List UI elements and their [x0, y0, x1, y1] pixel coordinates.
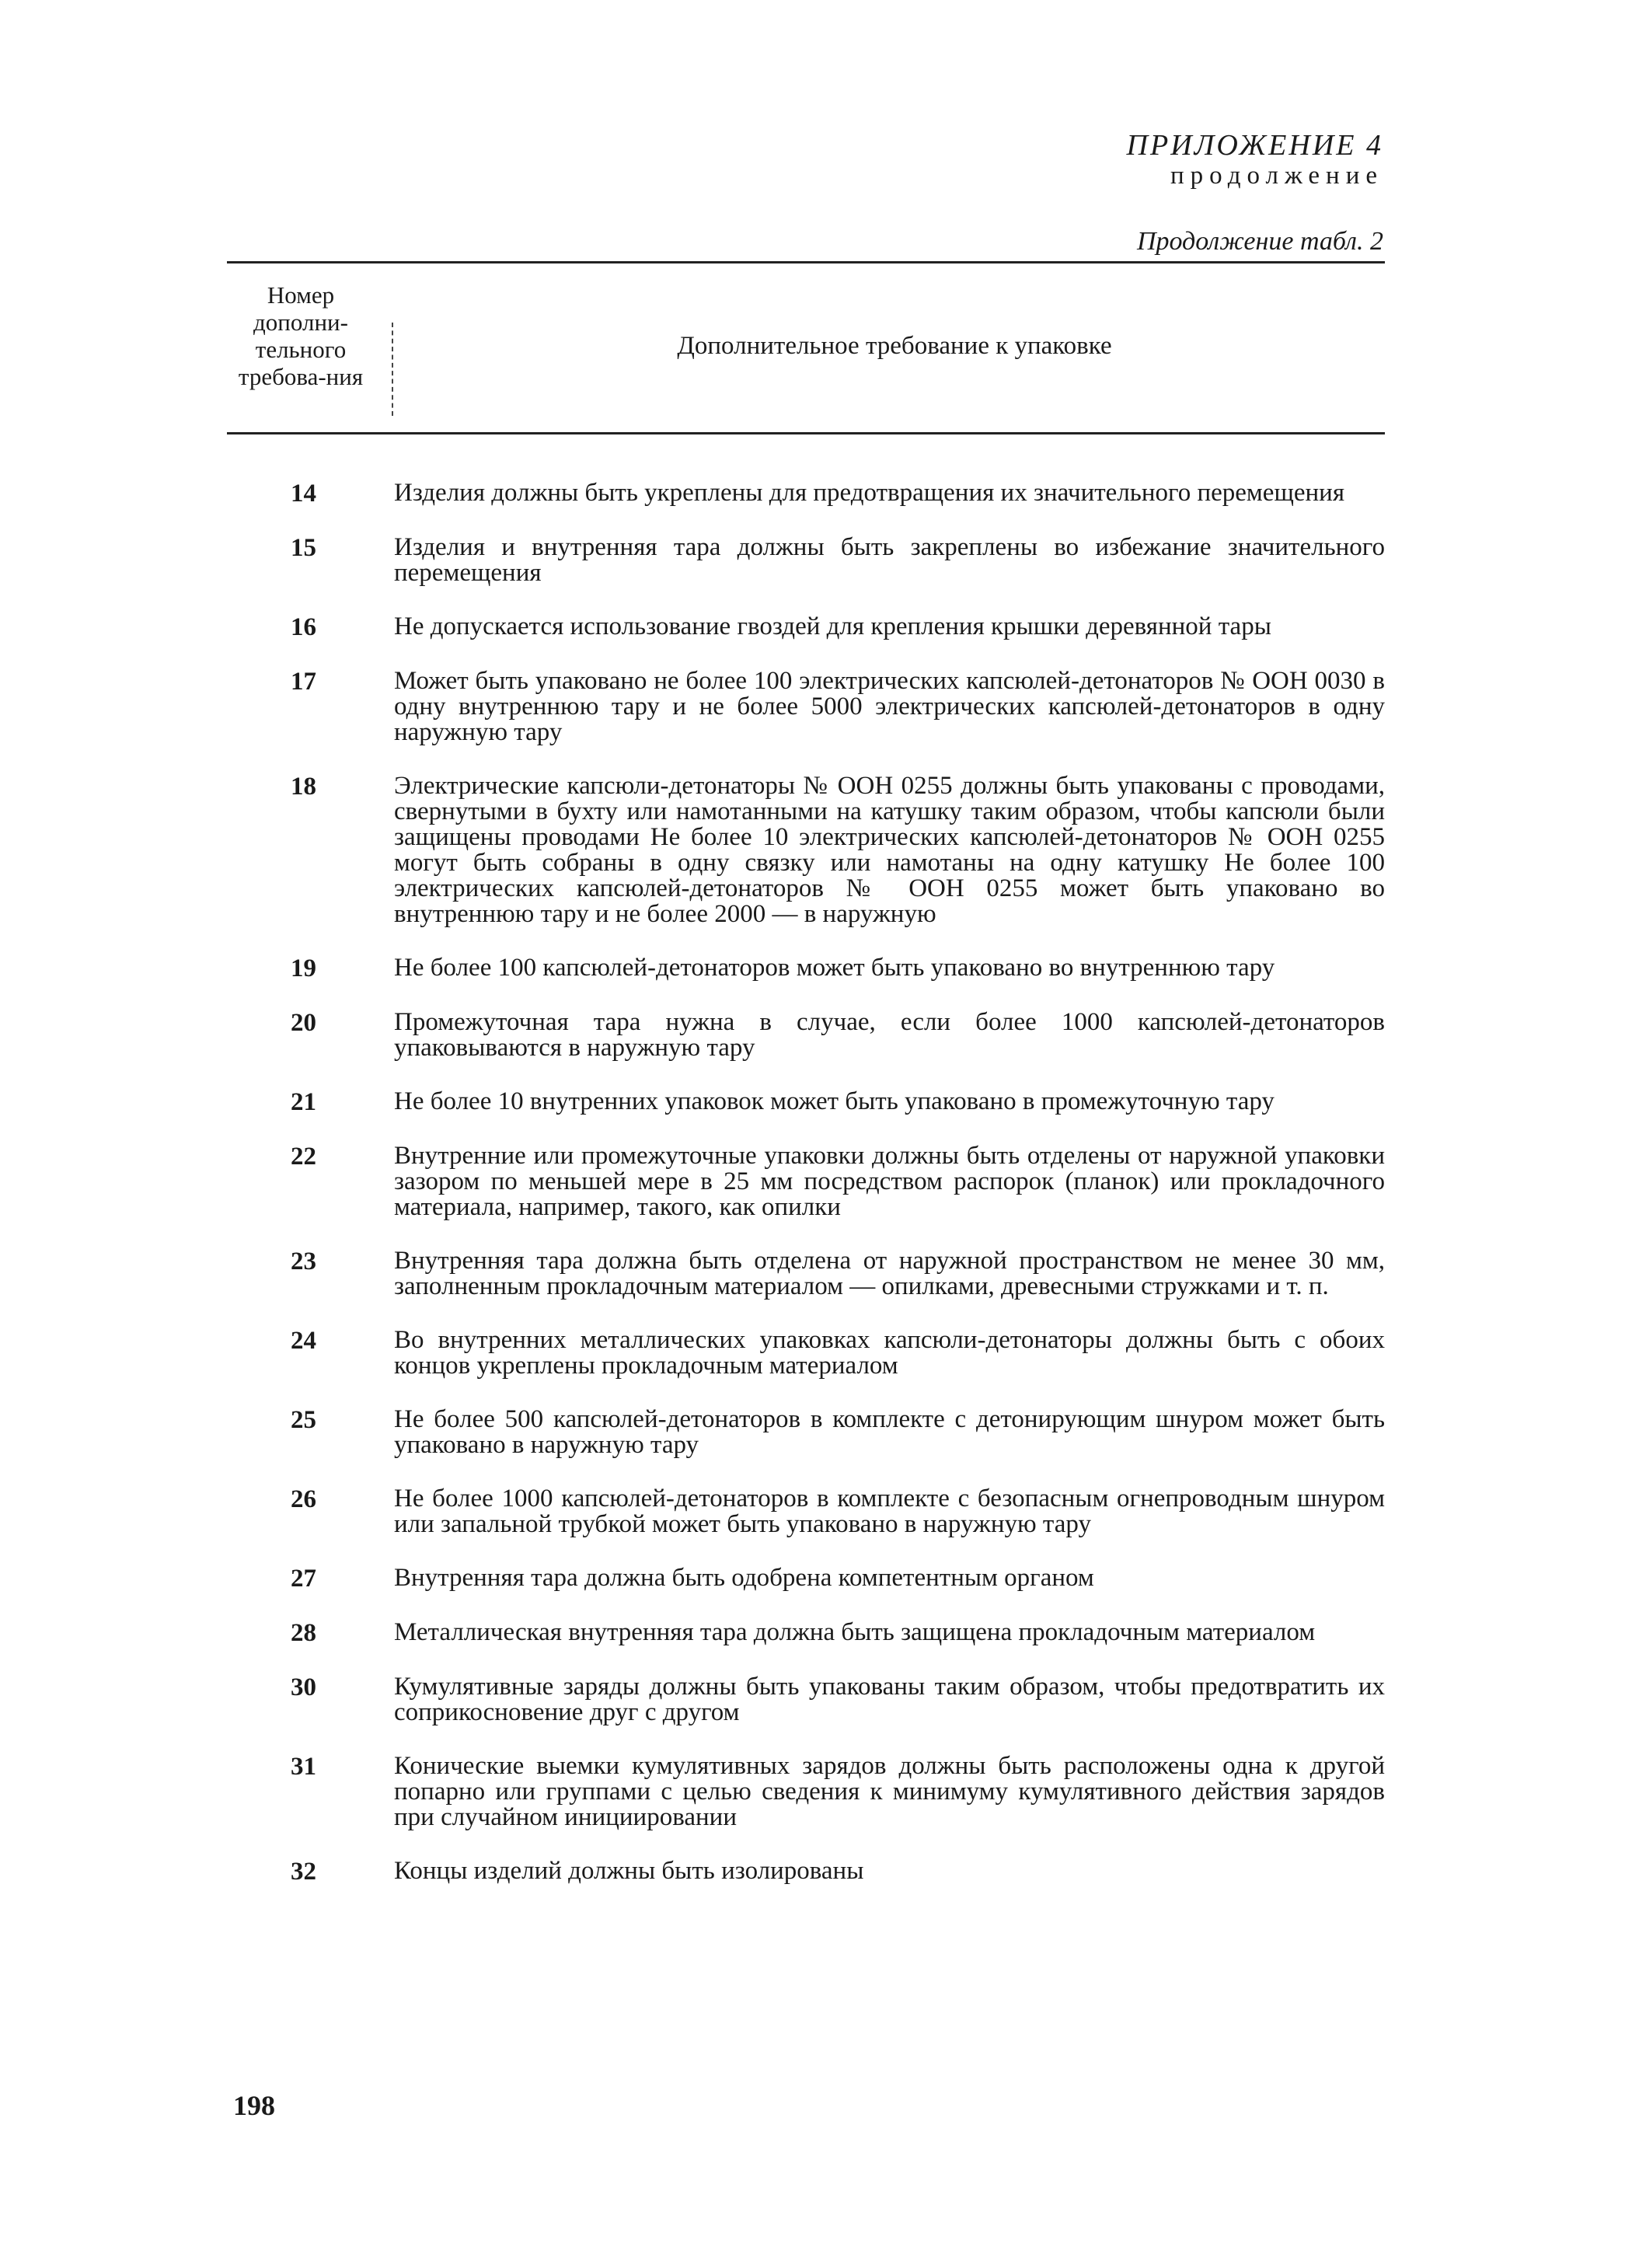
appendix-continuation: продолжение — [1170, 162, 1383, 190]
requirement-text: Концы изделий должны быть изолированы — [394, 1857, 864, 1885]
requirement-number: 28 — [291, 1619, 316, 1647]
requirement-text: Внутренняя тара должна быть отделена от наружной пространством не менее 30 мм, заполненным прокладочным материалом — опилками, древесными стружками и т. п. — [394, 1247, 1385, 1300]
requirement-number: 30 — [291, 1673, 316, 1701]
requirement-text: Металлическая внутренняя тара должна быть защищена прокладочным материалом — [394, 1618, 1316, 1646]
table-row — [227, 1674, 1385, 1725]
table-row — [227, 1486, 1385, 1537]
requirement-text: Внутренние или промежуточные упаковки должны быть отделены от наружной упаковки зазором по меньшей мере в 25 мм посредством распорок (планок) или прокладочного материала, например, такого, как опилки — [394, 1142, 1385, 1221]
requirement-number: 27 — [291, 1565, 316, 1593]
table-body — [227, 480, 1385, 1913]
requirement-number: 14 — [291, 480, 316, 508]
table-row — [227, 1143, 1385, 1220]
appendix-title: ПРИЛОЖЕНИЕ 4 — [1126, 129, 1383, 162]
requirement-text: Не более 100 капсюлей-детонаторов может быть упаковано во внутреннюю тару — [394, 954, 1275, 982]
table-row — [227, 955, 1385, 982]
table-row — [227, 1248, 1385, 1300]
requirement-number: 20 — [291, 1009, 316, 1037]
requirement-text: Конические выемки кумулятивных зарядов должны быть расположены одна к другой попарно или группами с целью сведения к минимуму кумулятивного действия зарядов при случайном инициировании — [394, 1752, 1385, 1831]
requirement-text: Не более 1000 капсюлей-детонаторов в комплекте с безопасным огнепроводным шнуром или запальной трубкой может быть упаковано в наружную тару — [394, 1485, 1385, 1538]
requirement-text: Изделия должны быть укреплены для предотвращения их значительного перемещения — [394, 479, 1344, 507]
requirement-text: Не допускается использование гвоздей для крепления крышки деревянной тары — [394, 612, 1271, 640]
requirement-number: 16 — [291, 613, 316, 641]
requirement-text: Кумулятивные заряды должны быть упакованы таким образом, чтобы предотвратить их соприкосновение друг с другом — [394, 1673, 1385, 1726]
requirement-text: Электрические капсюли-детонаторы № ООН 0255 должны быть упакованы с проводами, свернутыми в бухту или намотанными на катушку таким образом, чтобы капсюли были защищены проводами Не более 10 электрических капсюлей-детонаторов № ООН 0255 могут быть собраны в одну связку или намотаны на одну катушку Не более 100 электрических капсюлей-детонаторов № ООН 0255 может быть упаковано во внутреннюю тару и не более 2000 — в наружную — [394, 772, 1385, 928]
requirement-number: 24 — [291, 1327, 316, 1355]
requirement-number: 17 — [291, 668, 316, 696]
table-row — [227, 480, 1385, 507]
table-row — [227, 1010, 1385, 1061]
requirement-text: Не более 10 внутренних упаковок может быть упаковано в промежуточную тару — [394, 1087, 1275, 1115]
table-row — [227, 1328, 1385, 1379]
table-row — [227, 535, 1385, 586]
requirement-number: 31 — [291, 1753, 316, 1781]
requirement-text: Во внутренних металлических упаковках капсюли-детонаторы должны быть с обоих концов укреплены прокладочным материалом — [394, 1326, 1385, 1380]
requirement-number: 22 — [291, 1143, 316, 1171]
table-row — [227, 614, 1385, 640]
table-row — [227, 668, 1385, 745]
requirement-number: 23 — [291, 1247, 316, 1275]
requirement-text: Может быть упаковано не более 100 электрических капсюлей-детонаторов № ООН 0030 в одну внутреннюю тару и не более 5000 электрических капсюлей-детонаторов в одну наружную тару — [394, 667, 1385, 746]
requirement-number: 26 — [291, 1485, 316, 1513]
requirement-number: 19 — [291, 954, 316, 982]
requirement-number: 25 — [291, 1406, 316, 1434]
table-header-rule — [227, 432, 1385, 434]
column-header-divider — [392, 323, 393, 416]
table-row — [227, 773, 1385, 927]
table-row — [227, 1858, 1385, 1885]
column-header-number: Номер дополни-тельного требова-ния — [238, 281, 364, 390]
table-row — [227, 1753, 1385, 1830]
table-row — [227, 1620, 1385, 1646]
table-caption: Продолжение табл. 2 — [1136, 227, 1383, 256]
table-row — [227, 1089, 1385, 1115]
table-top-rule — [227, 261, 1385, 263]
table-row — [227, 1407, 1385, 1458]
requirement-text: Промежуточная тара нужна в случае, если более 1000 капсюлей-детонаторов упаковываются в наружную тару — [394, 1008, 1385, 1062]
requirement-number: 15 — [291, 534, 316, 562]
requirement-number: 21 — [291, 1088, 316, 1116]
column-header-requirement: Дополнительное требование к упаковке — [677, 332, 1112, 360]
table-row — [227, 1565, 1385, 1592]
requirement-number: 32 — [291, 1858, 316, 1886]
requirement-text: Внутренняя тара должна быть одобрена компетентным органом — [394, 1564, 1094, 1592]
requirement-text: Не более 500 капсюлей-детонаторов в комплекте с детонирующим шнуром может быть упаковано в наружную тару — [394, 1405, 1385, 1459]
page-number: 198 — [233, 2090, 275, 2121]
requirement-text: Изделия и внутренняя тара должны быть закреплены во избежание значительного перемещения — [394, 533, 1385, 587]
requirement-number: 18 — [291, 773, 316, 801]
